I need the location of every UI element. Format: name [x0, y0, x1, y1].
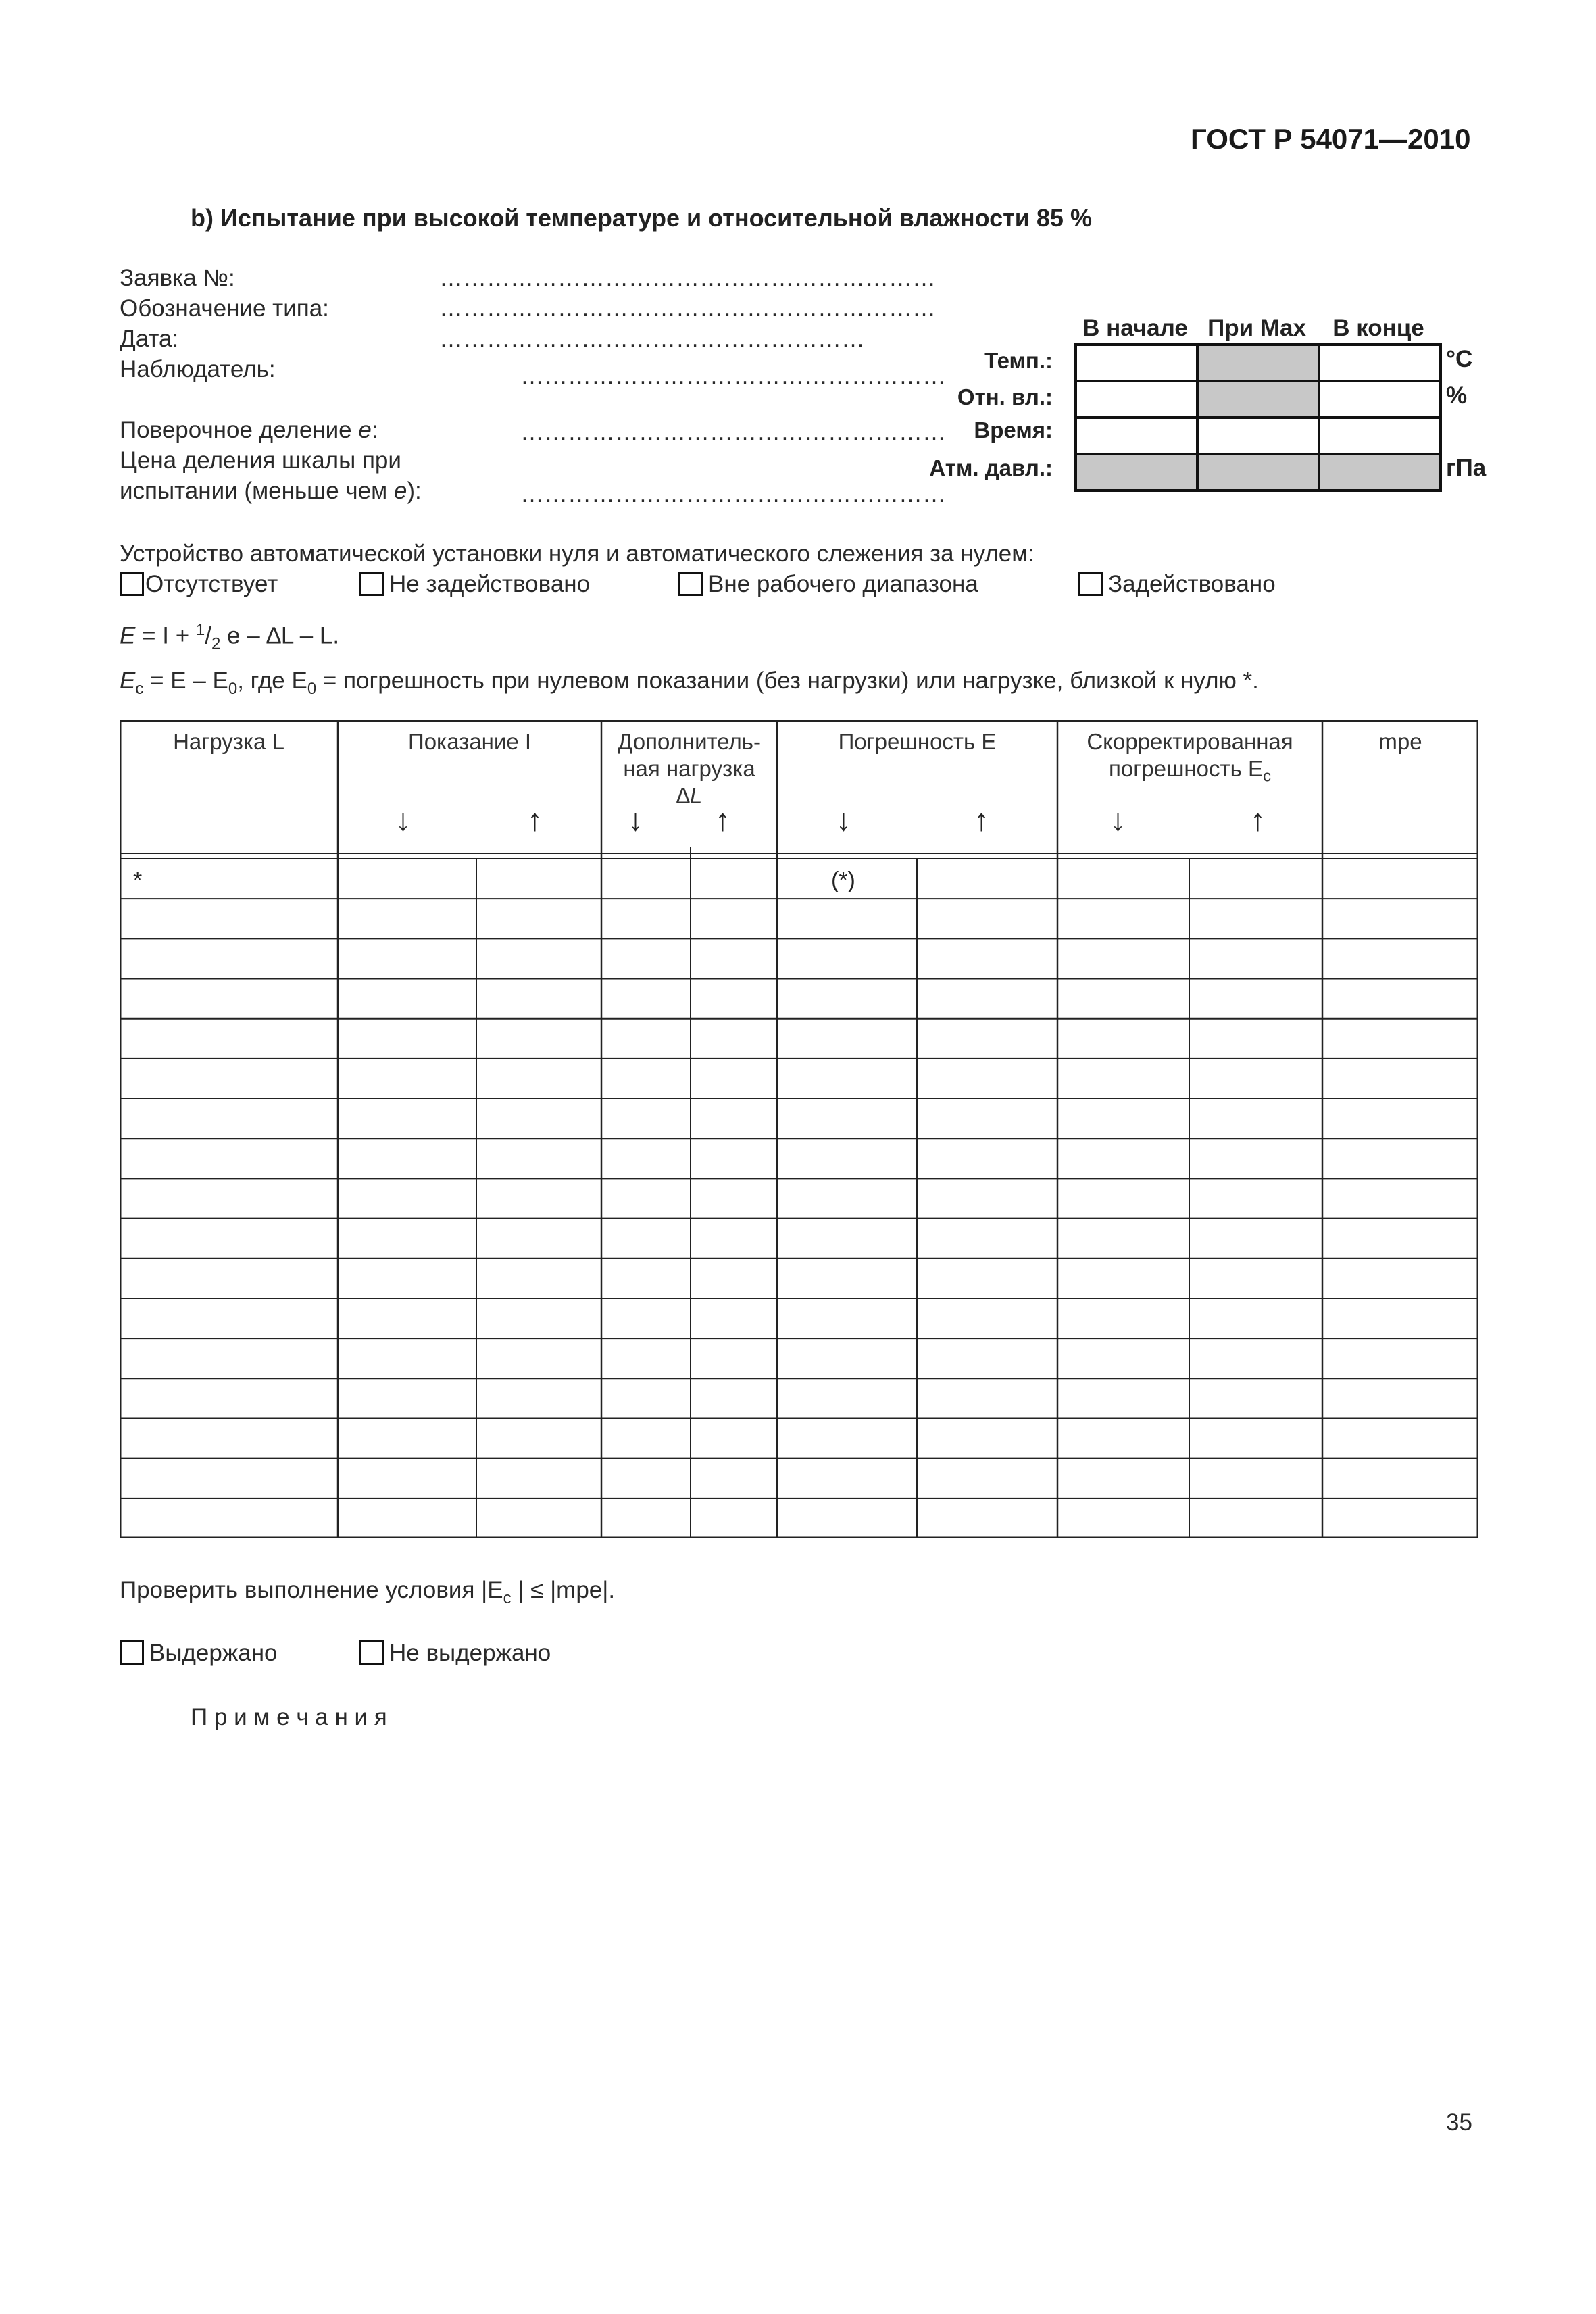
zero-device-title: Устройство автоматической установки нуля и автоматического слежения за нулем: — [120, 540, 1035, 567]
env-unit-temp: °C — [1446, 346, 1473, 372]
field-label-scale-interval-2: испытании (меньше чем e): — [120, 478, 422, 504]
environment-table — [1074, 343, 1442, 492]
checkbox[interactable] — [678, 572, 703, 596]
arrow-down-icon: ↓ — [395, 802, 411, 837]
env-unit-humidity: % — [1446, 382, 1468, 409]
page-number: 35 — [1446, 2109, 1472, 2136]
col-header-reading: Показание I — [407, 729, 532, 754]
option-passed[interactable]: Выдержано — [120, 1640, 278, 1667]
section-title: b) Испытание при высокой температуре и относительной влажности 85 % — [191, 204, 1092, 232]
env-unit-pressure: гПа — [1446, 455, 1487, 481]
env-cell-shaded — [1319, 454, 1441, 491]
env-cell[interactable] — [1319, 418, 1441, 454]
field-label-date: Дата: — [120, 326, 179, 352]
checkbox[interactable] — [359, 1640, 384, 1665]
arrow-down-icon: ↓ — [628, 802, 643, 837]
checkbox[interactable] — [359, 572, 384, 596]
arrow-up-icon: ↑ — [715, 802, 730, 837]
col-header-load: Нагрузка L — [173, 729, 284, 754]
field-dots-type[interactable]: ……………………………………………………… — [439, 295, 936, 322]
checkbox[interactable] — [1078, 572, 1103, 596]
env-cell[interactable] — [1076, 381, 1197, 418]
field-dots-observer[interactable]: ……………………………………………… — [520, 363, 946, 389]
col-header-error: Погрешность E — [838, 729, 997, 754]
first-row-load-marker: * — [133, 867, 143, 893]
first-row-error-marker: (*) — [831, 867, 855, 893]
arrow-down-icon: ↓ — [1110, 802, 1126, 837]
arrow-up-icon: ↑ — [974, 802, 989, 837]
env-cell-shaded — [1197, 454, 1319, 491]
env-label-pressure: Атм. давл.: — [929, 455, 1053, 480]
check-condition: Проверить выполнение условия $|E_c$ | ≤ |mpe|. — [120, 1577, 616, 1607]
field-dots-date[interactable]: ……………………………………………… — [439, 326, 865, 352]
env-cell-shaded — [1197, 381, 1319, 418]
col-header-corrected-error: Скорректированная погрешность $E_c$ — [1087, 729, 1293, 786]
field-label-scale-interval-1: Цена деления шкалы при — [120, 447, 401, 474]
col-header-mpe: mpe — [1378, 729, 1422, 754]
env-label-temp: Темп.: — [984, 348, 1053, 373]
env-cell-shaded — [1076, 454, 1197, 491]
option-failed[interactable]: Не выдержано — [359, 1640, 551, 1667]
arrow-up-icon: ↑ — [527, 802, 543, 837]
env-cell[interactable] — [1319, 381, 1441, 418]
col-header-extra-load: Дополнитель- ная нагрузка ∆L — [618, 729, 761, 808]
arrow-down-icon: ↓ — [836, 802, 851, 837]
option-out-of-range[interactable]: Вне рабочего диапазона — [678, 571, 978, 598]
env-cell-shaded — [1197, 345, 1319, 381]
checkbox[interactable] — [120, 1640, 144, 1665]
env-label-humidity: Отн. вл.: — [957, 384, 1053, 409]
env-cell[interactable] — [1076, 345, 1197, 381]
option-engaged[interactable]: Задействовано — [1078, 571, 1276, 598]
env-col-max: При Max — [1207, 315, 1306, 341]
env-cell[interactable] — [1197, 418, 1319, 454]
env-col-start: В начале — [1082, 315, 1188, 341]
field-label-verification-interval: Поверочное деление e: — [120, 417, 378, 443]
env-col-end: В конце — [1332, 315, 1424, 341]
env-cell[interactable] — [1319, 345, 1441, 381]
option-absent[interactable]: Отсутствует — [120, 571, 278, 598]
results-table-grid — [120, 720, 1478, 1538]
field-dots-scale-interval[interactable]: ……………………………………………… — [520, 481, 946, 507]
option-not-engaged[interactable]: Не задействовано — [359, 571, 590, 598]
field-dots-application[interactable]: ……………………………………………………… — [439, 265, 936, 291]
checkbox[interactable] — [120, 572, 144, 596]
field-dots-verification-interval[interactable]: ……………………………………………… — [520, 419, 946, 445]
field-label-observer: Наблюдатель: — [120, 356, 276, 382]
env-label-time: Время: — [974, 418, 1053, 443]
arrow-up-icon: ↑ — [1250, 802, 1266, 837]
document-number: ГОСТ Р 54071—2010 — [1191, 123, 1471, 155]
env-cell[interactable] — [1076, 418, 1197, 454]
field-label-application: Заявка №: — [120, 265, 235, 291]
field-label-type: Обозначение типа: — [120, 295, 329, 322]
results-table — [120, 720, 1478, 1538]
formula-error: $E = I + ^1/_2$ e – ∆L – L. — [120, 621, 340, 653]
notes-label: П р и м е ч а н и я — [191, 1704, 387, 1730]
formula-corrected-error: $E_c = E - E_0$, где $E_0$ = погрешность при нулевом показании (без нагрузки) или нагрузке, близкой к нулю *. — [120, 668, 1259, 698]
